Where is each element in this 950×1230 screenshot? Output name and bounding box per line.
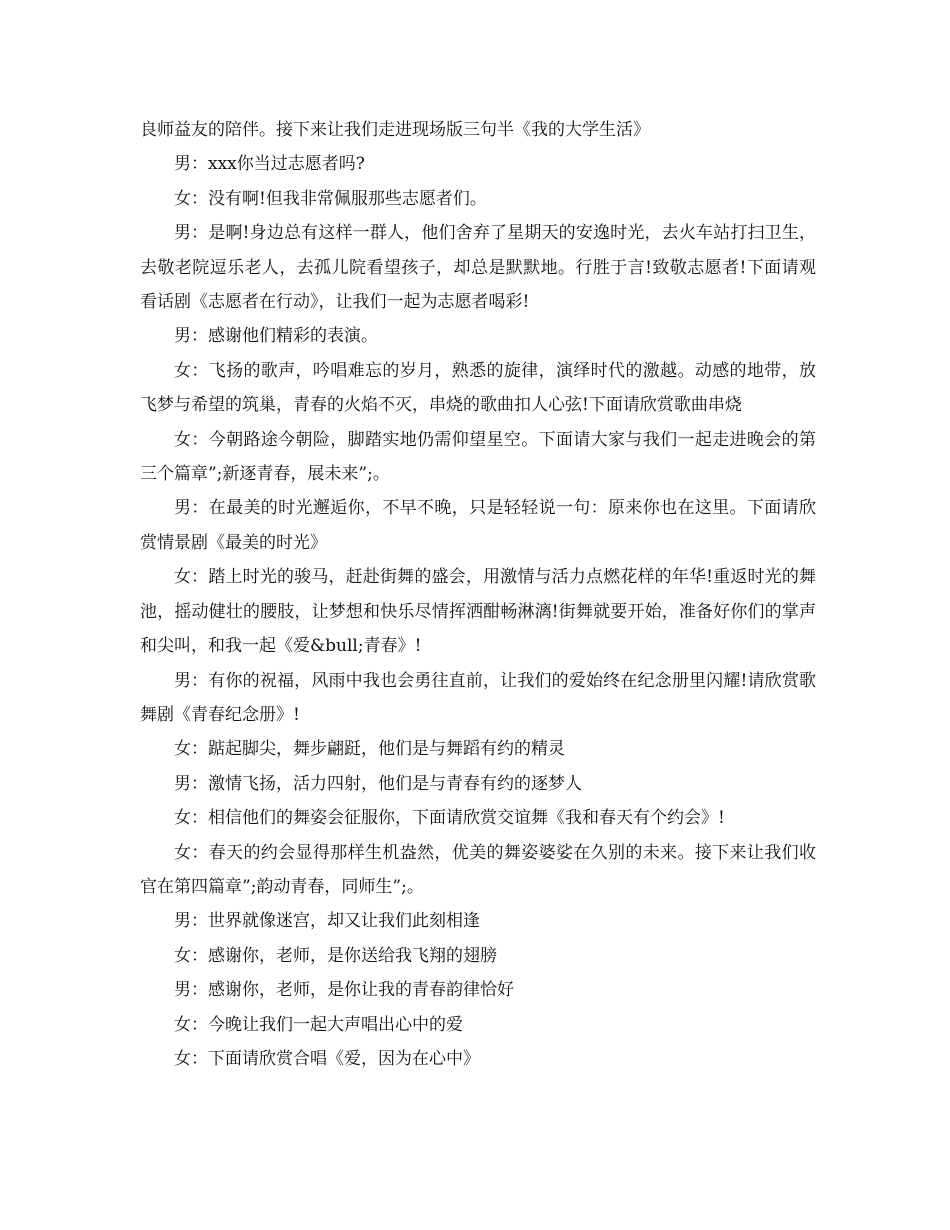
paragraph: 男：激情飞扬，活力四射，他们是与青春有约的逐梦人 (174, 773, 582, 794)
paragraph: 女：踏上时光的骏马，赶赴街舞的盛会，用激情与活力点燃花样的年华!重返时光的舞池，摇动健壮的腰肢，让梦想和快乐尽情挥洒酣畅淋漓!街舞就要开始，准备好你们的掌声和尖叫，和我一起《爱&bull;青春》! (140, 567, 816, 657)
paragraph: 男：感谢他们精彩的表演。 (174, 326, 378, 347)
paragraph: 男：是啊!身边总有这样一群人，他们舍弃了星期天的安逸时光，去火车站打扫卫生，去敬老院逗乐老人，去孤儿院看望孩子，却总是默默地。行胜于言!致敬志愿者!下面请观看话剧《志愿者在行动》，让我们一起为志愿者喝彩! (140, 223, 816, 313)
paragraph: 男：有你的祝福，风雨中我也会勇往直前，让我们的爱始终在纪念册里闪耀!请欣赏歌舞剧《青春纪念册》! (140, 670, 816, 725)
paragraph: 女：感谢你，老师，是你送给我飞翔的翅膀 (174, 945, 497, 966)
paragraph: 女：下面请欣赏合唱《爱，因为在心中》 (174, 1048, 480, 1069)
paragraph: 男：在最美的时光邂逅你，不早不晚，只是轻轻说一句：原来你也在这里。下面请欣赏情景剧《最美的时光》 (140, 498, 816, 553)
paragraph: 女：今朝路途今朝险，脚踏实地仍需仰望星空。下面请大家与我们一起走进晚会的第三个篇章”;新逐青春，展未来”;。 (140, 429, 816, 485)
paragraph: 男：世界就像迷宫，却又让我们此刻相逢 (174, 911, 480, 932)
paragraph: 女：飞扬的歌声，吟唱难忘的岁月，熟悉的旋律，演绎时代的激越。动感的地带，放飞梦与希望的筑巢，青春的火焰不灭，串烧的歌曲扣人心弦!下面请欣赏歌曲串烧 (140, 360, 816, 416)
paragraph: 男：xxx你当过志愿者吗? (174, 154, 365, 175)
paragraph: 男：感谢你，老师，是你让我的青春韵律恰好 (174, 980, 514, 1001)
paragraph: 女：春天的约会显得那样生机盎然，优美的舞姿婆娑在久别的未来。接下来让我们收官在第四篇章”;韵动青春，同师生”;。 (140, 842, 816, 897)
paragraph: 女：相信他们的舞姿会征服你，下面请欣赏交谊舞《我和春天有个约会》! (174, 808, 725, 829)
paragraph: 良师益友的陪伴。接下来让我们走进现场版三句半《我的大学生活》 (140, 120, 650, 140)
paragraph: 女：今晚让我们一起大声唱出心中的爱 (174, 1014, 463, 1035)
document-body (140, 113, 816, 1076)
paragraph: 女：没有啊!但我非常佩服那些志愿者们。 (174, 188, 487, 209)
paragraph: 女：踮起脚尖，舞步翩跹，他们是与舞蹈有约的精灵 (174, 739, 565, 760)
